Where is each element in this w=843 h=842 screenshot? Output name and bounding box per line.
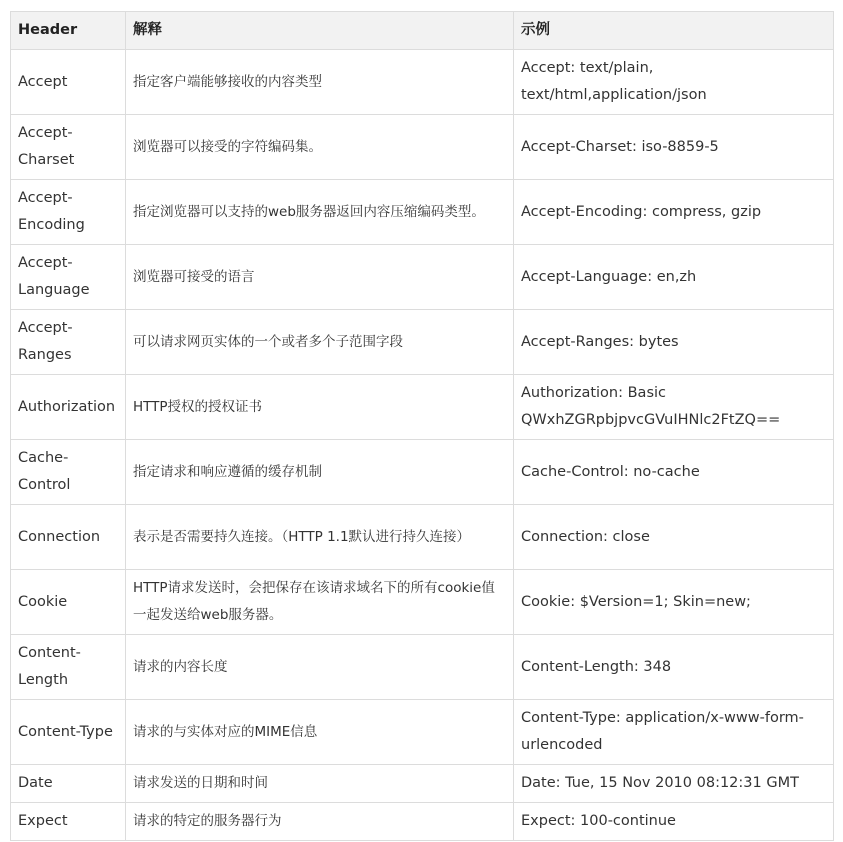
description-cell: 请求的内容长度 — [126, 635, 514, 700]
description-cell: 请求的特定的服务器行为 — [126, 803, 514, 841]
column-header-header: Header — [11, 12, 126, 50]
table-row — [11, 505, 834, 570]
example-cell: Accept: text/plain, text/html,application/json — [514, 50, 834, 115]
example-cell: Content-Length: 348 — [514, 635, 834, 700]
description-cell: HTTP请求发送时，会把保存在该请求域名下的所有cookie值一起发送给web服务器。 — [126, 570, 514, 635]
description-cell: HTTP授权的授权证书 — [126, 375, 514, 440]
example-cell: Expect: 100-continue — [514, 803, 834, 841]
header-cell: Cookie — [11, 570, 126, 635]
description-cell: 可以请求网页实体的一个或者多个子范围字段 — [126, 310, 514, 375]
table-row — [11, 375, 834, 440]
header-cell: Connection — [11, 505, 126, 570]
example-cell: Cookie: $Version=1; Skin=new; — [514, 570, 834, 635]
description-cell: 指定请求和响应遵循的缓存机制 — [126, 440, 514, 505]
description-cell: 请求发送的日期和时间 — [126, 765, 514, 803]
example-cell: Accept-Encoding: compress, gzip — [514, 180, 834, 245]
header-cell: Accept-Ranges — [11, 310, 126, 375]
example-cell: Cache-Control: no-cache — [514, 440, 834, 505]
table-row — [11, 635, 834, 700]
example-cell: Accept-Ranges: bytes — [514, 310, 834, 375]
header-cell: Cache-Control — [11, 440, 126, 505]
header-cell: Accept — [11, 50, 126, 115]
table-row — [11, 440, 834, 505]
table-row — [11, 245, 834, 310]
header-cell: Content-Type — [11, 700, 126, 765]
header-cell: Date — [11, 765, 126, 803]
header-cell: Accept-Encoding — [11, 180, 126, 245]
table-row — [11, 180, 834, 245]
description-cell: 指定浏览器可以支持的web服务器返回内容压缩编码类型。 — [126, 180, 514, 245]
description-cell: 表示是否需要持久连接。（HTTP 1.1默认进行持久连接） — [126, 505, 514, 570]
description-cell: 浏览器可以接受的字符编码集。 — [126, 115, 514, 180]
table-row — [11, 115, 834, 180]
header-cell: Expect — [11, 803, 126, 841]
table-row — [11, 803, 834, 841]
http-headers-table — [10, 11, 834, 841]
example-cell: Content-Type: application/x-www-form-urlencoded — [514, 700, 834, 765]
example-cell: Accept-Language: en,zh — [514, 245, 834, 310]
header-cell: Accept-Charset — [11, 115, 126, 180]
header-cell: Authorization — [11, 375, 126, 440]
description-cell: 浏览器可接受的语言 — [126, 245, 514, 310]
table-row — [11, 765, 834, 803]
http-headers-table-container — [10, 11, 833, 841]
table-row — [11, 310, 834, 375]
table-row — [11, 50, 834, 115]
example-cell: Authorization: Basic QWxhZGRpbjpvcGVuIHNlc2FtZQ== — [514, 375, 834, 440]
description-cell: 指定客户端能够接收的内容类型 — [126, 50, 514, 115]
table-header-row — [11, 12, 834, 50]
table-row — [11, 570, 834, 635]
table-row — [11, 700, 834, 765]
example-cell: Date: Tue, 15 Nov 2010 08:12:31 GMT — [514, 765, 834, 803]
column-header-example: 示例 — [514, 12, 834, 50]
example-cell: Connection: close — [514, 505, 834, 570]
header-cell: Accept-Language — [11, 245, 126, 310]
column-header-description: 解释 — [126, 12, 514, 50]
description-cell: 请求的与实体对应的MIME信息 — [126, 700, 514, 765]
header-cell: Content-Length — [11, 635, 126, 700]
example-cell: Accept-Charset: iso-8859-5 — [514, 115, 834, 180]
